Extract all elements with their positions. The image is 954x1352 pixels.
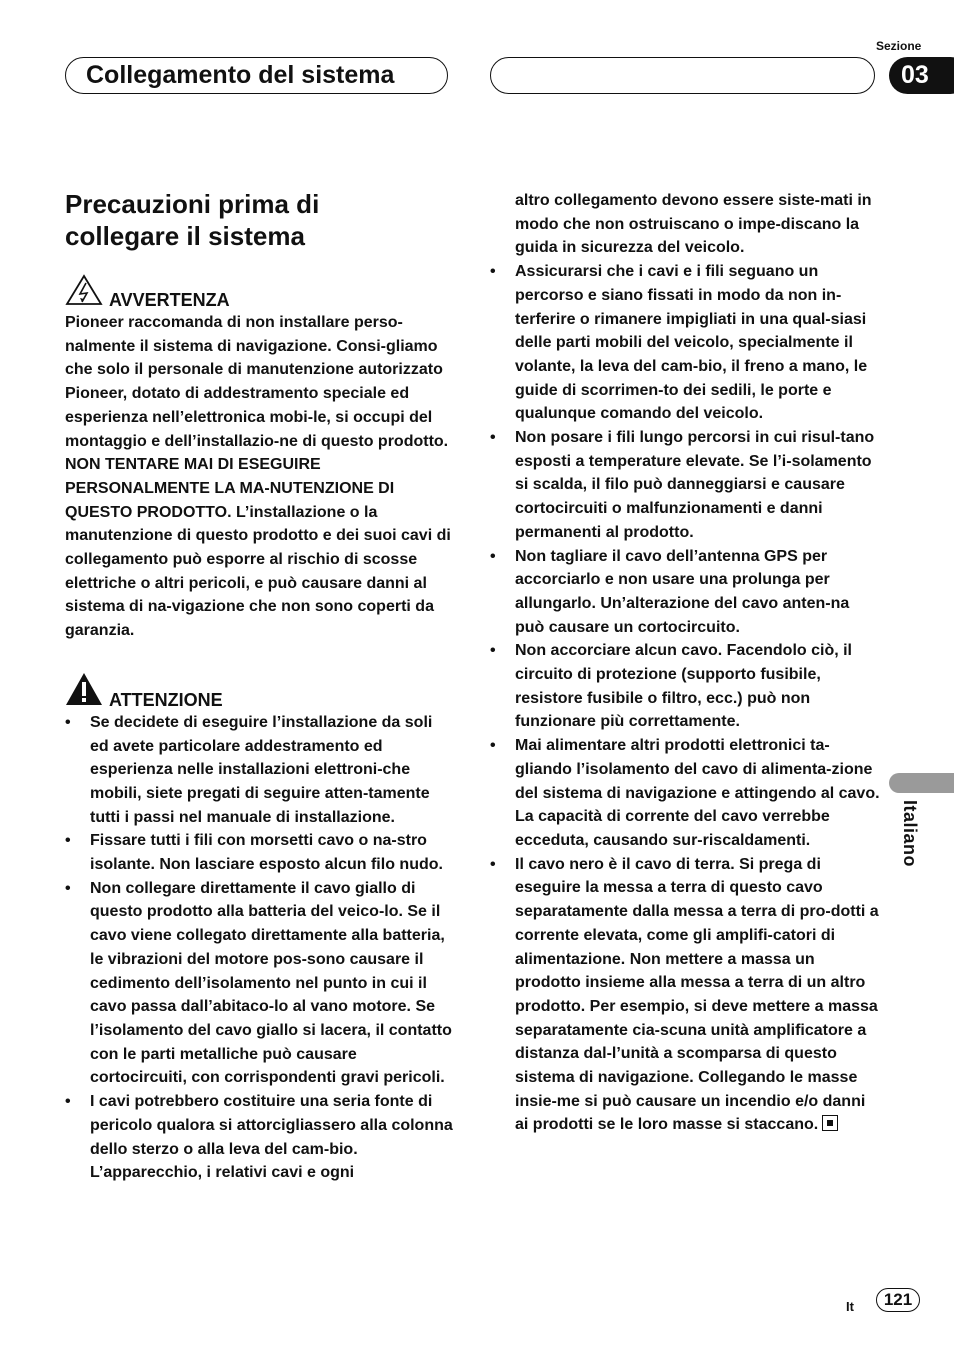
title-line-1: Precauzioni prima di: [65, 189, 320, 219]
list-item-text: Il cavo nero è il cavo di terra. Si prega di eseguire la messa a terra di questo cavo separatamente dalla messa a terra di pro-dotti a corrente elevata, come gli amplifi-catori di alimentazione. Non mettere a massa un prodotto insieme alla messa a terra di un altro prodotto. Per esempio, si deve mettere a massa separatamente cia-scuna unità amplificatore a distanza dal-l’unità a scomparsa di questo sistema di navigazione. Collegando le masse insie-me si può causare un incendio e/o danni ai prodotti se le loro masse si staccano.: [515, 855, 879, 1134]
warning-text-caps: NON TENTARE MAI DI ESEGUIRE PERSONALMENTE LA MA-NUTENZIONE DI QUESTO PRODOTTO: [65, 456, 395, 521]
page-title: [65, 188, 453, 252]
list-item: • Fissare tutti i fili con morsetti cavo o na-stro isolante. Non lasciare esposto alcun filo nudo.: [65, 829, 453, 876]
left-column: [65, 188, 453, 1185]
language-tab: [889, 773, 954, 793]
warning-text: [65, 311, 453, 643]
caution-heading: [65, 672, 453, 711]
footer-language-code: It: [846, 1299, 854, 1314]
section-label: Sezione: [876, 39, 922, 53]
caution-list-continued: [490, 189, 880, 1137]
section-title: Collegamento del sistema: [65, 57, 448, 94]
right-column: [490, 189, 880, 1137]
list-item: [490, 853, 880, 1137]
warning-heading-text: AVVERTENZA: [109, 290, 230, 310]
list-item: • I cavi potrebbero costituire una seria fonte di pericolo qualora si attorcigliassero alla colonna dello sterzo o alla leva del cam-bio. L’apparecchio, i relativi cavi e ogni: [65, 1090, 453, 1185]
section-number-badge: 03: [889, 57, 954, 94]
list-item: • Non collegare direttamente il cavo giallo di questo prodotto alla batteria del veico-lo. Se il cavo viene collegato direttamente alla batteria, le vibrazioni del motore pos-sono causare il cedimento dell’isolamento nel punto in cui il cavo passa dall’abitaco-lo al vano motore. Se l’isolamento del cavo giallo si lacera, il contatto con le parti metalliche può causare cortocircuiti, con corrispondenti gravi pericoli.: [65, 877, 453, 1090]
caution-icon: [65, 672, 103, 711]
list-item: • Non tagliare il cavo dell’antenna GPS per accorciarlo e non usare una prolunga per allungarlo. Un’alterazione del cavo anten-na può causare un cortocircuito.: [490, 545, 880, 640]
warning-text-part2: . L’installazione o la manutenzione di questo prodotto e dei suoi cavi di collegamento può esporre al rischio di scosse elettriche o altri pericoli, e può causare danni al sistema di na-vigazione che non sono coperti da garanzia.: [65, 503, 451, 640]
header-empty-pill: [490, 57, 875, 94]
list-item: • Assicurarsi che i cavi e i fili seguano un percorso e siano fissati in modo da non in-terferire o rimanere impigliati in una qual-siasi delle parti mobili del veicolo, specialmente il volante, la leva del cam-bio, il freno a mano, le guide di scorrimen-to dei sedili, le porte e qualunque comando del veicolo.: [490, 260, 880, 426]
caution-list: [65, 711, 453, 1185]
list-item: • Mai alimentare altri prodotti elettronici ta-gliando l’isolamento del cavo di alimenta-zione del sistema di navigazione e attingendo al cavo. La capacità di corrente del cavo verrebbe ecceduta, causando sur-riscaldamenti.: [490, 734, 880, 853]
list-item: • Non posare i fili lungo percorsi in cui risul-tano esposti a temperature elevate. Se l’i-solamento si scalda, il filo può danneggiarsi e causare cortocircuiti o malfunzionamenti e danni permanenti al prodotto.: [490, 426, 880, 545]
list-item-continuation: altro collegamento devono essere siste-mati in modo che non ostruiscano o impe-discano la guida in sicurezza del veicolo.: [515, 192, 872, 257]
caution-heading-text: ATTENZIONE: [109, 689, 223, 710]
list-item: • Se decidete di eseguire l’installazione da soli ed avete particolare addestramento ed esperienza nelle installazioni elettroni-che mobili, siete pregati di seguire atten-tamente tutti i passi nel manuale di installazione.: [65, 711, 453, 830]
warning-text-part1: Pioneer raccomanda di non installare perso-nalmente il sistema di navigazione. Consi-gliamo che solo il personale di manutenzione autorizzato Pioneer, dotato di addestramento speciale ed esperienza nell’elettronica mobi-le, si occupi del montaggio e dell’installazio-ne di questo prodotto.: [65, 314, 449, 450]
warning-heading: [65, 274, 453, 311]
page-number: 121: [876, 1288, 920, 1312]
electric-warning-icon: [65, 274, 103, 311]
language-label: Italiano: [900, 800, 920, 868]
list-item: • Non accorciare alcun cavo. Facendolo ciò, il circuito di protezione (supporto fusibile, resistore fusibile o filtro, ecc.) può non funzionare più correttamente.: [490, 639, 880, 734]
title-line-2: collegare il sistema: [65, 221, 305, 251]
end-of-section-icon: [822, 1115, 838, 1131]
